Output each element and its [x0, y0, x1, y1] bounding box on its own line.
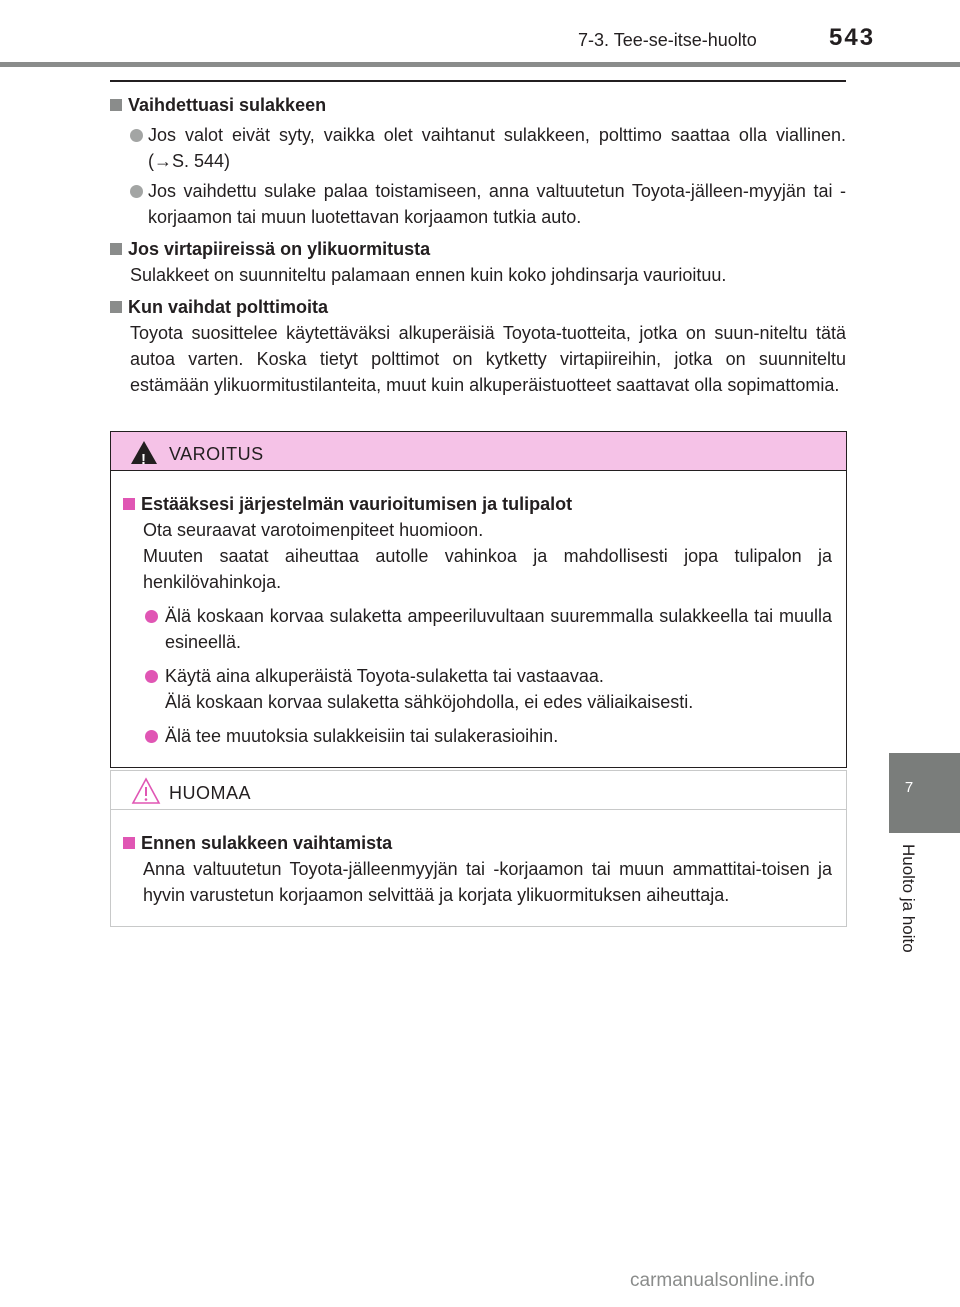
square-bullet-icon	[110, 301, 122, 313]
list-item: Älä koskaan korvaa sulaketta ampeeriluvultaan suuremmalla sulakkeella tai muulla esineellä.	[123, 603, 832, 655]
circle-bullet-icon	[145, 670, 158, 683]
section-title: 7-3. Tee-se-itse-huolto	[578, 30, 757, 50]
section-fuse-replaced	[110, 92, 846, 230]
circle-bullet-icon	[145, 610, 158, 623]
chapter-tab	[889, 753, 960, 833]
list-item: Jos valot eivät syty, vaikka olet vaihtanut sulakkeen, polttimo saattaa olla viallinen. (→S. 544)	[110, 122, 846, 174]
warning-intro-2: Muuten saatat aiheuttaa autolle vahinkoa ja mahdollisesti jopa tulipalon ja henkilövahinkoja.	[143, 546, 832, 592]
notice-body	[111, 810, 846, 926]
square-bullet-icon	[110, 243, 122, 255]
warning-label: VAROITUS	[169, 444, 264, 464]
section-overload	[110, 236, 846, 288]
chapter-label: Huolto ja hoito	[899, 844, 918, 953]
list-item: Jos vaihdettu sulake palaa toistamiseen, anna valtuutetun Toyota-jälleen-myyjän tai -korjaamon tai muun luotettavan korjaamon tutkia auto.	[110, 178, 846, 230]
square-bullet-icon	[123, 498, 135, 510]
notice-label: HUOMAA	[169, 783, 252, 803]
caution-triangle-icon	[131, 777, 161, 805]
section-text: Sulakkeet on suunniteltu palamaan ennen kuin koko johdinsarja vaurioituu.	[130, 265, 727, 285]
content-top-rule	[110, 80, 846, 82]
section-heading: Vaihdettuasi sulakkeen	[110, 92, 846, 118]
section-heading: Jos virtapiireissä on ylikuormitusta	[110, 236, 846, 262]
square-bullet-icon	[110, 99, 122, 111]
watermark: carmanualsonline.info	[630, 1270, 815, 1291]
header-rule	[0, 62, 960, 67]
circle-bullet-icon	[130, 129, 143, 142]
warning-box	[110, 431, 847, 768]
main-content	[110, 92, 846, 404]
list-item: Käytä aina alkuperäistä Toyota-sulaketta tai vastaavaa. Älä koskaan korvaa sulaketta sähköjohdolla, ei edes väliaikaisesti.	[123, 663, 832, 715]
section-text: Toyota suosittelee käytettäväksi alkuperäisiä Toyota-tuotteita, jotka on suun-niteltu tätä autoa varten. Koska tietyt polttimot on kytketty virtapiireihin, jotka on suunniteltu estämään ylikuormitustilanteita, muut kuin alkuperäistuotteet saattavat olla sopimattomia.	[130, 323, 846, 395]
section-bulbs	[110, 294, 846, 398]
warning-triangle-icon	[131, 441, 157, 464]
notice-header	[111, 771, 846, 810]
square-bullet-icon	[123, 837, 135, 849]
list-item: Älä tee muutoksia sulakkeisiin tai sulakerasioihin.	[123, 723, 832, 749]
chapter-label-container	[890, 844, 926, 974]
warning-body	[111, 471, 846, 767]
page-number: 543	[829, 24, 876, 51]
warning-intro: Ota seuraavat varotoimenpiteet huomioon.	[143, 520, 484, 540]
notice-box	[110, 770, 847, 927]
warning-heading: Estääksesi järjestelmän vaurioitumisen ja tulipalot	[123, 491, 832, 517]
section-heading: Kun vaihdat polttimoita	[110, 294, 846, 320]
warning-header	[111, 432, 846, 471]
notice-text: Anna valtuutetun Toyota-jälleenmyyjän tai -korjaamon tai muun ammattitai-toisen ja hyvin varustetun korjaamon selvittää ja korjata ylikuormituksen aiheuttaja.	[143, 859, 832, 905]
notice-heading: Ennen sulakkeen vaihtamista	[123, 830, 832, 856]
chapter-number: 7	[904, 779, 914, 796]
circle-bullet-icon	[145, 730, 158, 743]
circle-bullet-icon	[130, 185, 143, 198]
